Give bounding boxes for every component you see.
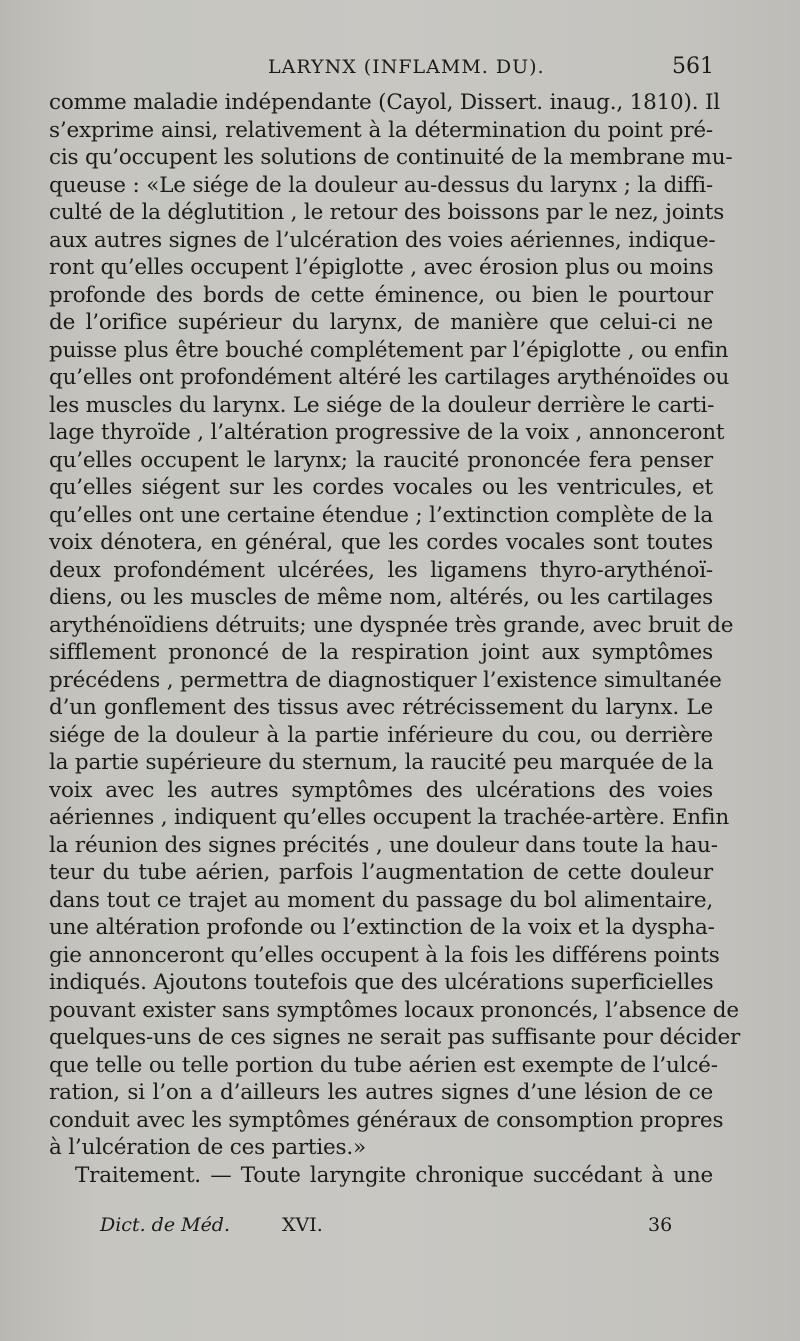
text-line: siége de la douleur à la partie inférieure du cou, ou derrière: [49, 722, 713, 748]
text-line: de l’orifice supérieur du larynx, de manière que celui-ci ne: [49, 310, 713, 335]
text-line: lage thyroïde , l’altération progressive de la voix , annonceront: [49, 420, 725, 445]
text-line: les muscles du larynx. Le siége de la douleur derrière le carti-: [49, 392, 715, 418]
running-title: LARYNX (INFLAMM. DU).: [268, 56, 545, 78]
text-line: puisse plus être bouché complétement par l’épiglotte , ou enfin: [49, 337, 729, 363]
text-line: la réunion des signes précités , une douleur dans toute la hau-: [49, 832, 718, 858]
footer-volume: XVI.: [282, 1214, 323, 1236]
text-line: d’un gonflement des tissus avec rétrécissement du larynx. Le: [49, 695, 713, 720]
text-line: comme maladie indépendante (Cayol, Dissert. inaug., 1810). Il: [49, 90, 720, 115]
text-line: sifflement prononcé de la respiration joint aux symptômes: [49, 640, 713, 665]
text-line: qu’elles ont une certaine étendue ; l’extinction complète de la: [49, 502, 713, 528]
text-line: teur du tube aérien, parfois l’augmentation de cette douleur: [49, 860, 713, 885]
text-line: que telle ou telle portion du tube aérien est exempte de l’ulcé-: [49, 1052, 718, 1078]
text-line: profonde des bords de cette éminence, ou bien le pourtour: [49, 282, 713, 308]
text-line: voix avec les autres symptômes des ulcérations des voies: [49, 777, 713, 803]
text-line: indiqués. Ajoutons toutefois que des ulcérations superficielles: [49, 970, 714, 995]
text-line: qu’elles ont profondément altéré les cartilages arythénoïdes ou: [49, 365, 730, 390]
text-line: s’exprime ainsi, relativement à la détermination du point pré-: [49, 117, 713, 143]
text-line: dans tout ce trajet au moment du passage du bol alimentaire,: [49, 887, 713, 913]
footer-source: Dict. de Méd.: [100, 1214, 231, 1236]
text-line: quelques-uns de ces signes ne serait pas suffisante pour décider: [49, 1025, 741, 1050]
text-line: ront qu’elles occupent l’épiglotte , avec érosion plus ou moins: [49, 255, 714, 280]
running-head: [0, 56, 800, 86]
text-line: pouvant exister sans symptômes locaux prononcés, l’absence de: [49, 997, 739, 1023]
body-text: [49, 89, 741, 1189]
footer: [0, 1214, 800, 1244]
text-line: queuse : «Le siége de la douleur au-dessus du larynx ; la diffi-: [49, 172, 713, 198]
text-line: une altération profonde ou l’extinction de la voix et la dyspha-: [49, 915, 715, 940]
footer-sheet-number: 36: [648, 1214, 673, 1236]
page-number: 561: [672, 54, 714, 79]
text-line: cis qu’occupent les solutions de continuité de la membrane mu-: [49, 145, 733, 170]
text-line: Traitement. — Toute laryngite chronique succédant à une: [75, 1162, 713, 1188]
text-line: ration, si l’on a d’ailleurs les autres signes d’une lésion de ce: [49, 1080, 713, 1105]
text-line: précédens , permettra de diagnostiquer l’existence simultanée: [49, 667, 722, 693]
text-line: culté de la déglutition , le retour des boissons par le nez, joints: [49, 200, 725, 225]
text-line: qu’elles occupent le larynx; la raucité prononcée fera penser: [49, 447, 713, 473]
text-line: gie annonceront qu’elles occupent à la fois les différens points: [49, 942, 720, 968]
text-line: à l’ulcération de ces parties.»: [49, 1135, 366, 1160]
text-line: qu’elles siégent sur les cordes vocales ou les ventricules, et: [49, 475, 713, 500]
text-line: aériennes , indiquent qu’elles occupent la trachée-artère. Enfin: [49, 805, 729, 830]
text-line: la partie supérieure du sternum, la raucité peu marquée de la: [49, 750, 714, 775]
text-line: deux profondément ulcérées, les ligamens thyro-arythénoï-: [49, 557, 713, 583]
text-line: diens, ou les muscles de même nom, altérés, ou les cartilages: [49, 585, 713, 610]
text-line: conduit avec les symptômes généraux de consomption propres: [49, 1107, 724, 1133]
text-line: voix dénotera, en général, que les cordes vocales sont toutes: [49, 530, 713, 555]
text-line: arythénoïdiens détruits; une dyspnée très grande, avec bruit de: [49, 612, 734, 638]
text-line: aux autres signes de l’ulcération des voies aériennes, indique-: [49, 227, 716, 253]
